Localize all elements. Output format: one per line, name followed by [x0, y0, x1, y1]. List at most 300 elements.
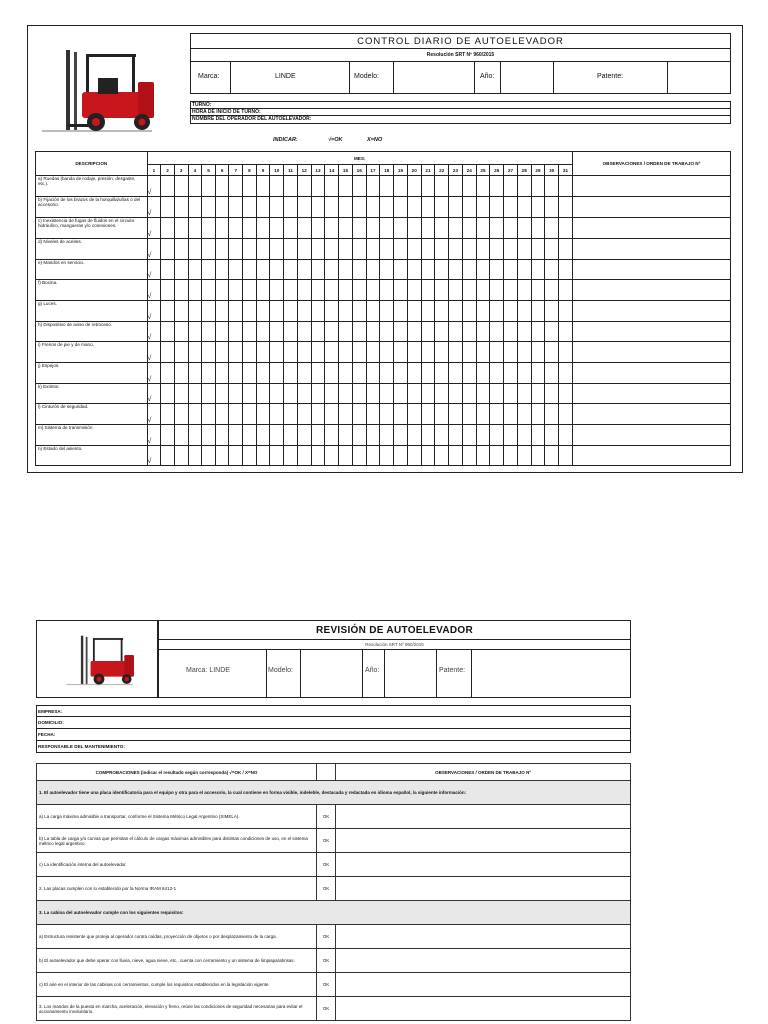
day-cell[interactable]	[531, 342, 545, 363]
day-cell[interactable]	[490, 301, 504, 322]
day-cell[interactable]	[161, 425, 175, 446]
day-cell[interactable]	[407, 197, 421, 218]
day-cell[interactable]	[352, 363, 366, 384]
day-cell[interactable]	[407, 239, 421, 260]
day-cell[interactable]	[435, 197, 449, 218]
day-cell[interactable]	[325, 404, 339, 425]
day-cell[interactable]	[161, 260, 175, 280]
day-cell[interactable]	[352, 301, 366, 322]
day-cell[interactable]	[243, 322, 257, 342]
day-cell[interactable]	[490, 363, 504, 384]
day-cell[interactable]	[188, 301, 202, 322]
day-cell[interactable]	[325, 280, 339, 301]
day-cell[interactable]	[284, 363, 298, 384]
day-cell[interactable]	[256, 218, 270, 239]
day-cell[interactable]	[421, 384, 435, 404]
day-cell[interactable]	[270, 218, 284, 239]
day-cell[interactable]	[256, 239, 270, 260]
day-cell[interactable]	[380, 446, 394, 466]
day-cell[interactable]	[311, 384, 325, 404]
day-cell[interactable]	[243, 176, 257, 197]
check-mark-cell[interactable]	[147, 425, 161, 446]
observation-cell[interactable]	[572, 218, 730, 239]
day-cell[interactable]	[394, 280, 408, 301]
day-cell[interactable]	[449, 404, 463, 425]
day-cell[interactable]	[270, 322, 284, 342]
day-cell[interactable]	[421, 176, 435, 197]
day-cell[interactable]	[462, 218, 476, 239]
day-cell[interactable]	[407, 363, 421, 384]
day-cell[interactable]	[490, 280, 504, 301]
day-cell[interactable]	[243, 197, 257, 218]
day-cell[interactable]	[188, 218, 202, 239]
day-cell[interactable]	[339, 280, 353, 301]
day-cell[interactable]	[270, 301, 284, 322]
day-cell[interactable]	[559, 342, 573, 363]
day-cell[interactable]	[188, 342, 202, 363]
day-cell[interactable]	[202, 384, 216, 404]
day-cell[interactable]	[188, 239, 202, 260]
observation-cell[interactable]	[572, 446, 730, 466]
day-cell[interactable]	[339, 322, 353, 342]
day-cell[interactable]	[559, 239, 573, 260]
day-cell[interactable]	[270, 384, 284, 404]
day-cell[interactable]	[476, 363, 490, 384]
day-cell[interactable]	[325, 176, 339, 197]
day-cell[interactable]	[504, 260, 518, 280]
day-cell[interactable]	[476, 218, 490, 239]
day-cell[interactable]	[407, 301, 421, 322]
day-cell[interactable]	[407, 322, 421, 342]
day-cell[interactable]	[545, 446, 559, 466]
day-cell[interactable]	[517, 322, 531, 342]
revision-result[interactable]: OK	[317, 973, 336, 997]
day-cell[interactable]	[559, 280, 573, 301]
day-cell[interactable]	[215, 384, 229, 404]
day-cell[interactable]	[284, 322, 298, 342]
check-mark-cell[interactable]	[147, 363, 161, 384]
day-cell[interactable]	[270, 197, 284, 218]
day-cell[interactable]	[366, 384, 380, 404]
day-cell[interactable]	[380, 384, 394, 404]
day-cell[interactable]	[504, 218, 518, 239]
day-cell[interactable]	[215, 342, 229, 363]
anio-field[interactable]	[500, 61, 554, 94]
observation-cell[interactable]	[572, 197, 730, 218]
day-cell[interactable]	[421, 280, 435, 301]
day-cell[interactable]	[380, 363, 394, 384]
day-cell[interactable]	[215, 301, 229, 322]
day-cell[interactable]	[462, 404, 476, 425]
day-cell[interactable]	[449, 197, 463, 218]
day-cell[interactable]	[297, 322, 311, 342]
day-cell[interactable]	[325, 342, 339, 363]
day-cell[interactable]	[256, 384, 270, 404]
day-cell[interactable]	[490, 239, 504, 260]
day-cell[interactable]	[161, 218, 175, 239]
day-cell[interactable]	[559, 176, 573, 197]
day-cell[interactable]	[421, 218, 435, 239]
day-cell[interactable]	[188, 197, 202, 218]
day-cell[interactable]	[504, 239, 518, 260]
revision-result[interactable]: OK	[317, 829, 336, 853]
day-cell[interactable]	[517, 176, 531, 197]
day-cell[interactable]	[559, 260, 573, 280]
day-cell[interactable]	[339, 425, 353, 446]
day-cell[interactable]	[256, 301, 270, 322]
day-cell[interactable]	[490, 218, 504, 239]
day-cell[interactable]	[352, 342, 366, 363]
day-cell[interactable]	[517, 404, 531, 425]
revision-observation-cell[interactable]	[336, 829, 631, 853]
day-cell[interactable]	[531, 363, 545, 384]
day-cell[interactable]	[504, 446, 518, 466]
day-cell[interactable]	[380, 239, 394, 260]
day-cell[interactable]	[202, 197, 216, 218]
day-cell[interactable]	[435, 280, 449, 301]
day-cell[interactable]	[421, 260, 435, 280]
day-cell[interactable]	[352, 280, 366, 301]
day-cell[interactable]	[256, 280, 270, 301]
day-cell[interactable]	[161, 280, 175, 301]
day-cell[interactable]	[517, 446, 531, 466]
day-cell[interactable]	[311, 239, 325, 260]
day-cell[interactable]	[476, 446, 490, 466]
day-cell[interactable]	[545, 404, 559, 425]
day-cell[interactable]	[311, 446, 325, 466]
day-cell[interactable]	[462, 260, 476, 280]
day-cell[interactable]	[202, 425, 216, 446]
day-cell[interactable]	[366, 280, 380, 301]
day-cell[interactable]	[352, 218, 366, 239]
day-cell[interactable]	[202, 322, 216, 342]
day-cell[interactable]	[352, 322, 366, 342]
day-cell[interactable]	[531, 322, 545, 342]
observation-cell[interactable]	[572, 384, 730, 404]
check-mark-cell[interactable]	[147, 404, 161, 425]
day-cell[interactable]	[297, 176, 311, 197]
day-cell[interactable]	[229, 218, 243, 239]
day-cell[interactable]	[161, 176, 175, 197]
day-cell[interactable]	[215, 446, 229, 466]
check-mark-cell[interactable]	[147, 197, 161, 218]
day-cell[interactable]	[311, 322, 325, 342]
day-cell[interactable]	[256, 322, 270, 342]
day-cell[interactable]	[215, 404, 229, 425]
revision-result[interactable]: OK	[317, 877, 336, 901]
day-cell[interactable]	[243, 342, 257, 363]
day-cell[interactable]	[366, 197, 380, 218]
check-mark-cell[interactable]	[147, 446, 161, 466]
day-cell[interactable]	[476, 176, 490, 197]
day-cell[interactable]	[380, 342, 394, 363]
day-cell[interactable]	[284, 342, 298, 363]
day-cell[interactable]	[161, 446, 175, 466]
day-cell[interactable]	[476, 384, 490, 404]
day-cell[interactable]	[531, 384, 545, 404]
day-cell[interactable]	[188, 260, 202, 280]
day-cell[interactable]	[449, 176, 463, 197]
day-cell[interactable]	[394, 197, 408, 218]
day-cell[interactable]	[215, 239, 229, 260]
day-cell[interactable]	[435, 176, 449, 197]
day-cell[interactable]	[531, 197, 545, 218]
day-cell[interactable]	[531, 176, 545, 197]
day-cell[interactable]	[188, 322, 202, 342]
day-cell[interactable]	[462, 301, 476, 322]
day-cell[interactable]	[297, 280, 311, 301]
day-cell[interactable]	[215, 176, 229, 197]
day-cell[interactable]	[559, 384, 573, 404]
day-cell[interactable]	[161, 322, 175, 342]
day-cell[interactable]	[229, 176, 243, 197]
day-cell[interactable]	[215, 363, 229, 384]
day-cell[interactable]	[161, 363, 175, 384]
day-cell[interactable]	[311, 342, 325, 363]
day-cell[interactable]	[243, 404, 257, 425]
modelo-field[interactable]	[393, 61, 475, 94]
observation-cell[interactable]	[572, 301, 730, 322]
day-cell[interactable]	[297, 425, 311, 446]
day-cell[interactable]	[325, 218, 339, 239]
day-cell[interactable]	[297, 239, 311, 260]
day-cell[interactable]	[394, 176, 408, 197]
check-mark-cell[interactable]	[147, 260, 161, 280]
day-cell[interactable]	[174, 260, 188, 280]
day-cell[interactable]	[284, 197, 298, 218]
day-cell[interactable]	[531, 446, 545, 466]
day-cell[interactable]	[284, 260, 298, 280]
day-cell[interactable]	[490, 176, 504, 197]
day-cell[interactable]	[504, 425, 518, 446]
day-cell[interactable]	[284, 404, 298, 425]
day-cell[interactable]	[517, 218, 531, 239]
day-cell[interactable]	[174, 425, 188, 446]
day-cell[interactable]	[380, 197, 394, 218]
day-cell[interactable]	[174, 404, 188, 425]
day-cell[interactable]	[352, 425, 366, 446]
day-cell[interactable]	[352, 197, 366, 218]
day-cell[interactable]	[476, 260, 490, 280]
day-cell[interactable]	[407, 446, 421, 466]
day-cell[interactable]	[229, 260, 243, 280]
day-cell[interactable]	[462, 280, 476, 301]
day-cell[interactable]	[202, 404, 216, 425]
revision-result[interactable]: OK	[317, 853, 336, 877]
day-cell[interactable]	[366, 446, 380, 466]
day-cell[interactable]	[517, 239, 531, 260]
day-cell[interactable]	[284, 301, 298, 322]
day-cell[interactable]	[352, 260, 366, 280]
day-cell[interactable]	[559, 301, 573, 322]
day-cell[interactable]	[462, 446, 476, 466]
day-cell[interactable]	[284, 176, 298, 197]
day-cell[interactable]	[243, 260, 257, 280]
day-cell[interactable]	[559, 322, 573, 342]
day-cell[interactable]	[243, 446, 257, 466]
day-cell[interactable]	[325, 384, 339, 404]
day-cell[interactable]	[421, 301, 435, 322]
day-cell[interactable]	[339, 239, 353, 260]
day-cell[interactable]	[490, 322, 504, 342]
day-cell[interactable]	[504, 197, 518, 218]
day-cell[interactable]	[504, 342, 518, 363]
day-cell[interactable]	[490, 384, 504, 404]
revision-observation-cell[interactable]	[336, 949, 631, 973]
day-cell[interactable]	[394, 363, 408, 384]
day-cell[interactable]	[559, 425, 573, 446]
day-cell[interactable]	[256, 342, 270, 363]
day-cell[interactable]	[297, 446, 311, 466]
day-cell[interactable]	[407, 280, 421, 301]
day-cell[interactable]	[229, 446, 243, 466]
day-cell[interactable]	[215, 280, 229, 301]
day-cell[interactable]	[504, 404, 518, 425]
day-cell[interactable]	[215, 197, 229, 218]
check-mark-cell[interactable]	[147, 322, 161, 342]
observation-cell[interactable]	[572, 425, 730, 446]
day-cell[interactable]	[476, 322, 490, 342]
day-cell[interactable]	[188, 384, 202, 404]
day-cell[interactable]	[531, 404, 545, 425]
day-cell[interactable]	[449, 218, 463, 239]
day-cell[interactable]	[229, 301, 243, 322]
day-cell[interactable]	[531, 260, 545, 280]
day-cell[interactable]	[311, 280, 325, 301]
day-cell[interactable]	[394, 342, 408, 363]
day-cell[interactable]	[174, 176, 188, 197]
day-cell[interactable]	[517, 260, 531, 280]
day-cell[interactable]	[545, 239, 559, 260]
check-mark-cell[interactable]	[147, 239, 161, 260]
day-cell[interactable]	[161, 404, 175, 425]
day-cell[interactable]	[462, 239, 476, 260]
day-cell[interactable]	[161, 301, 175, 322]
day-cell[interactable]	[435, 239, 449, 260]
day-cell[interactable]	[297, 197, 311, 218]
day-cell[interactable]	[394, 404, 408, 425]
day-cell[interactable]	[174, 363, 188, 384]
day-cell[interactable]	[297, 342, 311, 363]
day-cell[interactable]	[243, 425, 257, 446]
day-cell[interactable]	[270, 280, 284, 301]
day-cell[interactable]	[421, 322, 435, 342]
day-cell[interactable]	[202, 446, 216, 466]
day-cell[interactable]	[407, 425, 421, 446]
day-cell[interactable]	[366, 425, 380, 446]
day-cell[interactable]	[339, 384, 353, 404]
day-cell[interactable]	[256, 363, 270, 384]
day-cell[interactable]	[421, 363, 435, 384]
day-cell[interactable]	[545, 342, 559, 363]
day-cell[interactable]	[462, 322, 476, 342]
day-cell[interactable]	[531, 425, 545, 446]
day-cell[interactable]	[421, 404, 435, 425]
revision-result[interactable]: OK	[317, 997, 336, 1021]
day-cell[interactable]	[311, 363, 325, 384]
day-cell[interactable]	[325, 363, 339, 384]
observation-cell[interactable]	[572, 280, 730, 301]
day-cell[interactable]	[380, 280, 394, 301]
day-cell[interactable]	[229, 425, 243, 446]
day-cell[interactable]	[256, 176, 270, 197]
check-mark-cell[interactable]	[147, 280, 161, 301]
day-cell[interactable]	[504, 280, 518, 301]
day-cell[interactable]	[407, 260, 421, 280]
day-cell[interactable]	[352, 404, 366, 425]
day-cell[interactable]	[284, 239, 298, 260]
day-cell[interactable]	[188, 446, 202, 466]
day-cell[interactable]	[215, 322, 229, 342]
day-cell[interactable]	[284, 446, 298, 466]
check-mark-cell[interactable]	[147, 176, 161, 197]
day-cell[interactable]	[243, 301, 257, 322]
day-cell[interactable]	[174, 446, 188, 466]
day-cell[interactable]	[504, 176, 518, 197]
day-cell[interactable]	[476, 239, 490, 260]
day-cell[interactable]	[339, 260, 353, 280]
operador-box[interactable]	[190, 115, 731, 124]
day-cell[interactable]	[380, 301, 394, 322]
day-cell[interactable]	[188, 404, 202, 425]
revision-observation-cell[interactable]	[336, 973, 631, 997]
day-cell[interactable]	[476, 280, 490, 301]
day-cell[interactable]	[297, 301, 311, 322]
day-cell[interactable]	[174, 280, 188, 301]
day-cell[interactable]	[325, 446, 339, 466]
form2-patente-field[interactable]	[471, 649, 631, 698]
day-cell[interactable]	[559, 197, 573, 218]
day-cell[interactable]	[476, 301, 490, 322]
form2-marca-field[interactable]	[158, 649, 267, 698]
day-cell[interactable]	[517, 384, 531, 404]
day-cell[interactable]	[380, 425, 394, 446]
day-cell[interactable]	[435, 363, 449, 384]
day-cell[interactable]	[270, 239, 284, 260]
day-cell[interactable]	[229, 363, 243, 384]
day-cell[interactable]	[202, 363, 216, 384]
day-cell[interactable]	[449, 446, 463, 466]
day-cell[interactable]	[449, 425, 463, 446]
day-cell[interactable]	[229, 322, 243, 342]
day-cell[interactable]	[270, 176, 284, 197]
observation-cell[interactable]	[572, 260, 730, 280]
day-cell[interactable]	[380, 404, 394, 425]
day-cell[interactable]	[229, 280, 243, 301]
day-cell[interactable]	[202, 218, 216, 239]
day-cell[interactable]	[462, 176, 476, 197]
day-cell[interactable]	[229, 342, 243, 363]
day-cell[interactable]	[517, 425, 531, 446]
day-cell[interactable]	[407, 342, 421, 363]
day-cell[interactable]	[202, 239, 216, 260]
day-cell[interactable]	[366, 260, 380, 280]
day-cell[interactable]	[504, 301, 518, 322]
day-cell[interactable]	[311, 404, 325, 425]
day-cell[interactable]	[545, 280, 559, 301]
day-cell[interactable]	[270, 363, 284, 384]
day-cell[interactable]	[174, 384, 188, 404]
day-cell[interactable]	[243, 384, 257, 404]
day-cell[interactable]	[161, 384, 175, 404]
day-cell[interactable]	[531, 280, 545, 301]
day-cell[interactable]	[270, 404, 284, 425]
day-cell[interactable]	[297, 384, 311, 404]
day-cell[interactable]	[545, 197, 559, 218]
day-cell[interactable]	[517, 197, 531, 218]
day-cell[interactable]	[215, 425, 229, 446]
day-cell[interactable]	[559, 363, 573, 384]
